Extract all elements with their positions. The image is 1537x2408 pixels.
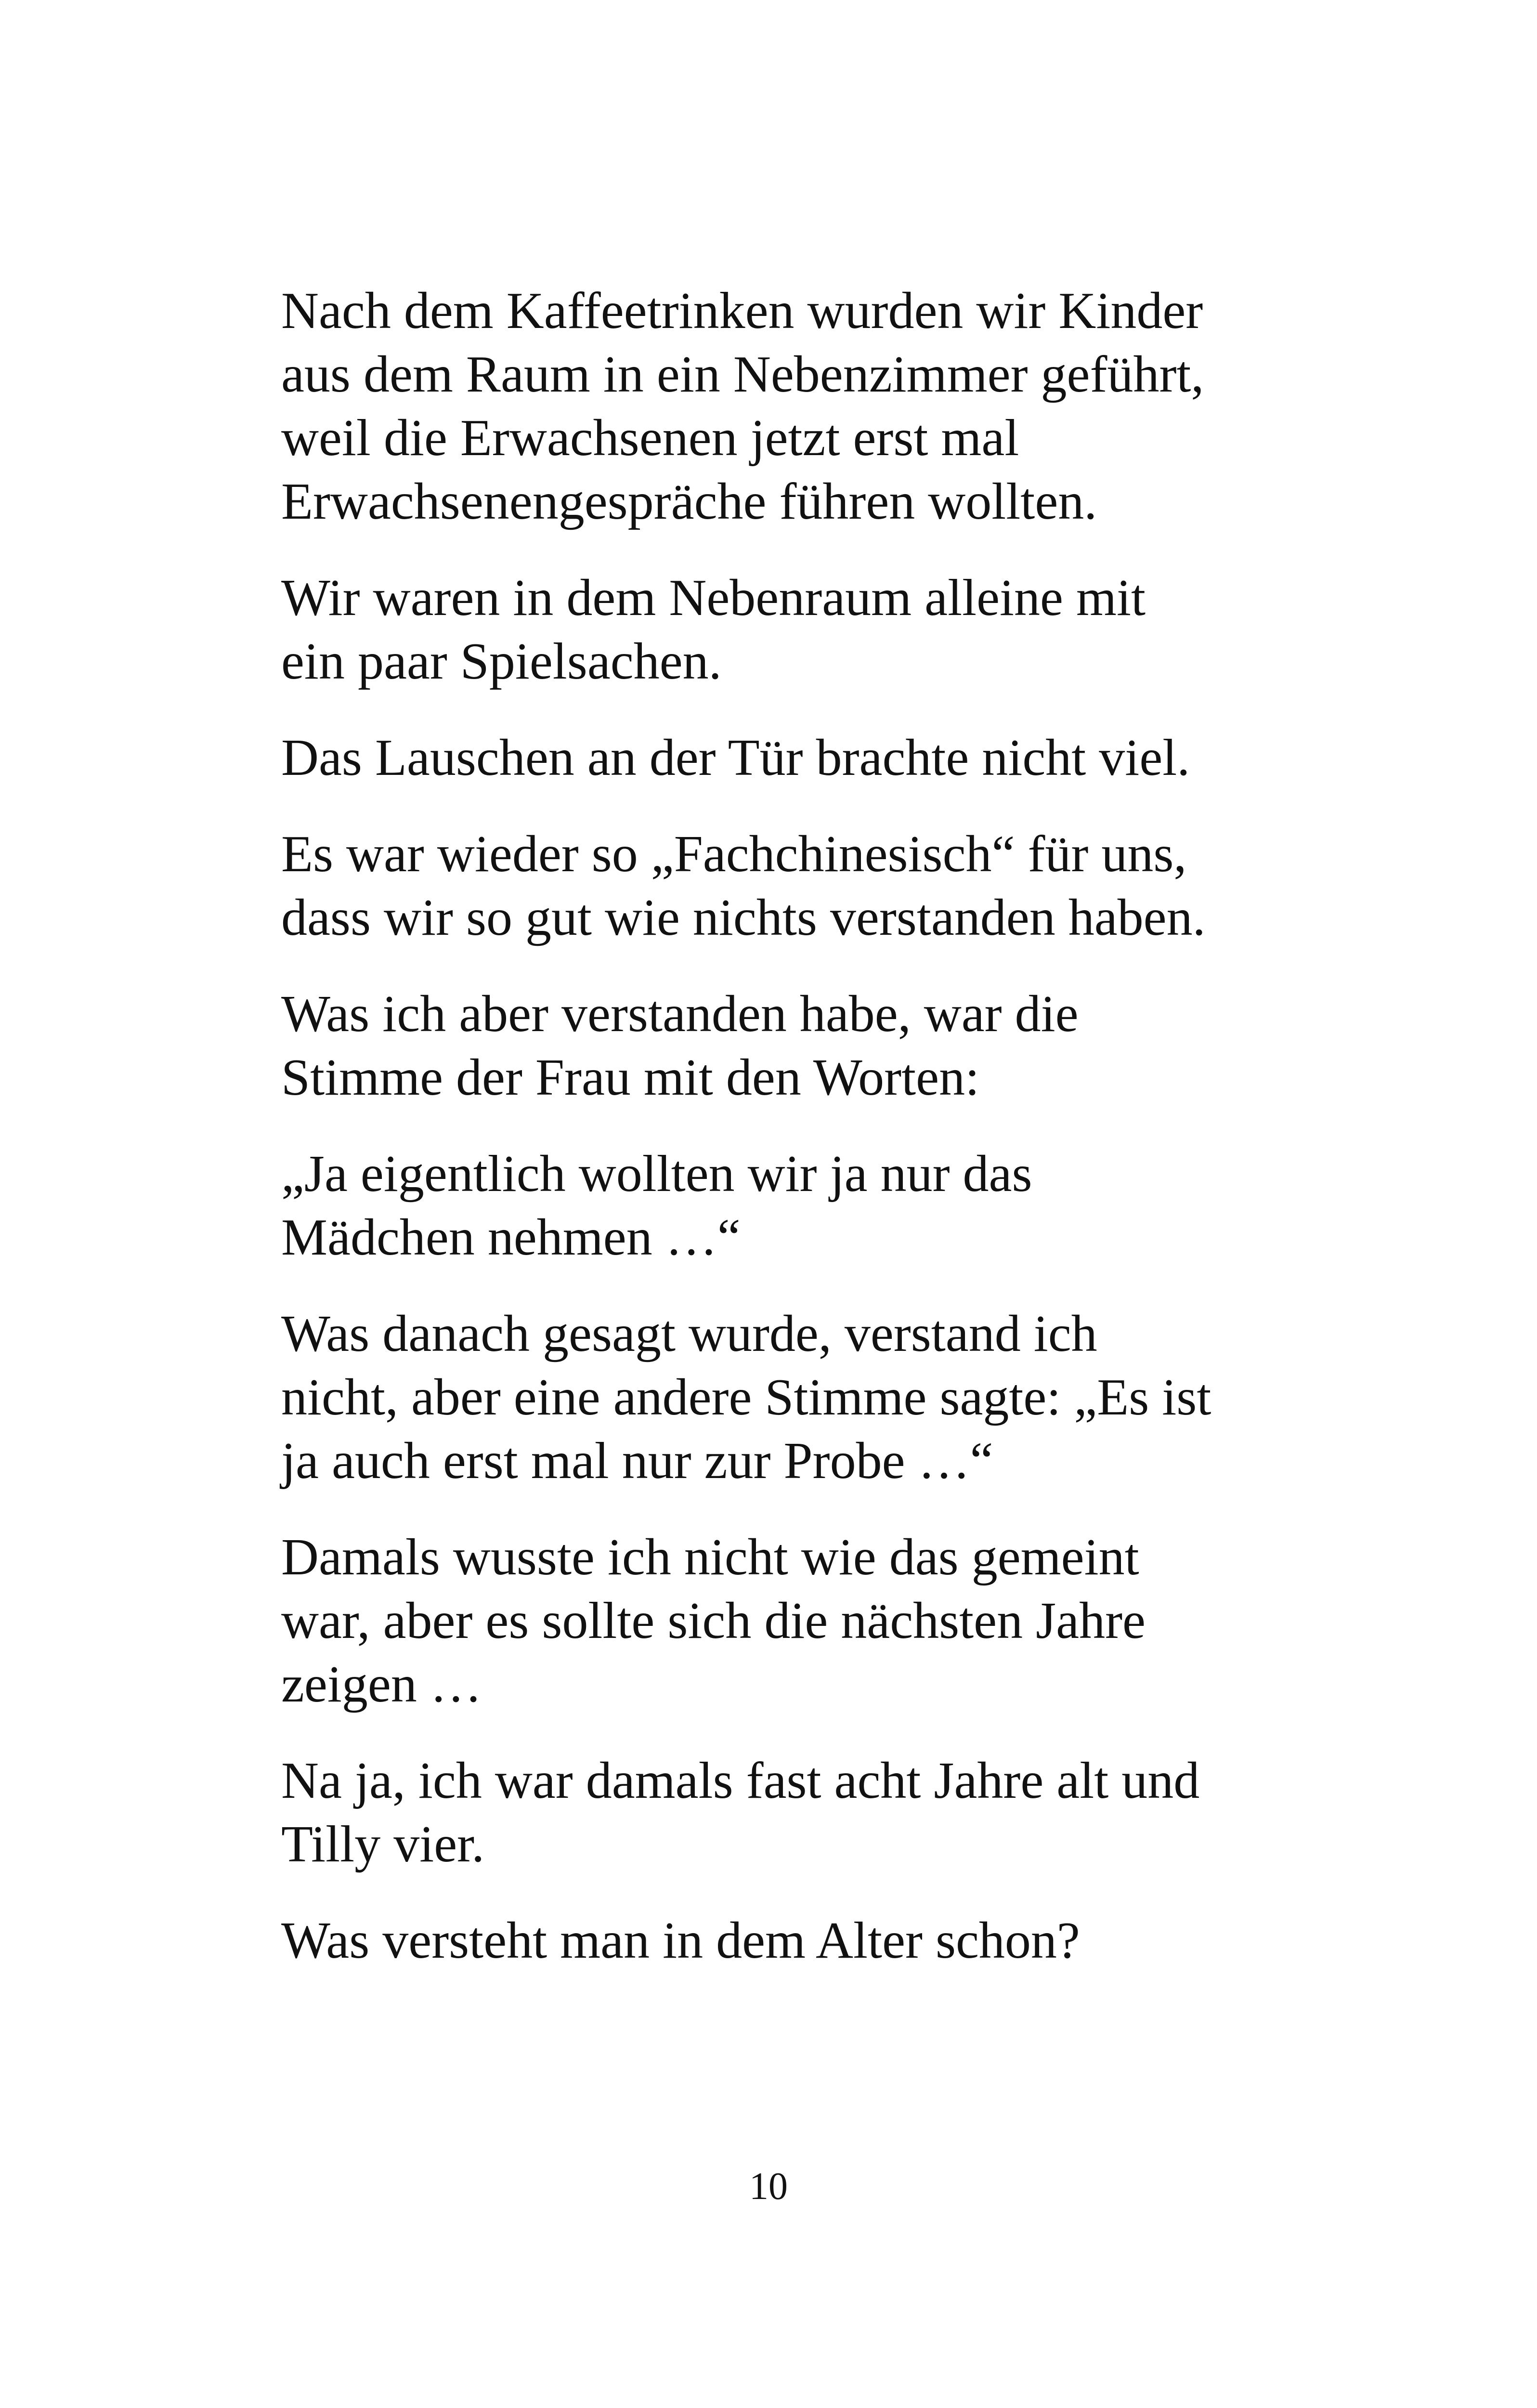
paragraph bbox=[281, 1302, 1292, 1493]
text-line: Mädchen nehmen …“ bbox=[281, 1209, 741, 1266]
paragraph bbox=[281, 566, 1292, 694]
text-line: Damals wusste ich nicht wie das gemeint bbox=[281, 1529, 1139, 1586]
paragraph bbox=[281, 279, 1292, 534]
text-line: Was ich aber verstanden habe, war die bbox=[281, 985, 1079, 1043]
text-line: Na ja, ich war damals fast acht Jahre alt und bbox=[281, 1752, 1200, 1809]
paragraph bbox=[281, 1526, 1292, 1716]
text-line: „Ja eigentlich wollten wir ja nur das bbox=[281, 1145, 1032, 1203]
text-line: Wir waren in dem Nebenraum alleine mit bbox=[281, 569, 1146, 627]
paragraph bbox=[281, 726, 1292, 790]
paragraph bbox=[281, 1142, 1292, 1269]
text-line: Das Lauschen an der Tür brachte nicht viel. bbox=[281, 729, 1190, 786]
text-line: ein paar Spielsachen. bbox=[281, 633, 722, 690]
text-line: Erwachsenengespräche führen wollten. bbox=[281, 473, 1097, 530]
text-line: ja auch erst mal nur zur Probe …“ bbox=[281, 1432, 993, 1490]
page-number: 10 bbox=[749, 2165, 788, 2208]
text-line: Es war wieder so „Fachchinesisch“ für uns, bbox=[281, 825, 1187, 883]
text-line: Tilly vier. bbox=[281, 1816, 485, 1873]
text-line: weil die Erwachsenen jetzt erst mal bbox=[281, 409, 1019, 467]
text-line: war, aber es sollte sich die nächsten Jahre bbox=[281, 1592, 1146, 1649]
text-line: Stimme der Frau mit den Worten: bbox=[281, 1049, 980, 1106]
text-line: nicht, aber eine andere Stimme sagte: „Es ist bbox=[281, 1369, 1211, 1426]
paragraph bbox=[281, 823, 1292, 950]
text-line: dass wir so gut wie nichts verstanden haben. bbox=[281, 889, 1206, 946]
text-line: Nach dem Kaffeetrinken wurden wir Kinder bbox=[281, 282, 1203, 340]
paragraph bbox=[281, 1749, 1292, 1876]
paragraph bbox=[281, 1909, 1292, 1973]
text-line: zeigen … bbox=[281, 1656, 482, 1713]
body-text bbox=[281, 279, 1292, 2005]
paragraph bbox=[281, 982, 1292, 1110]
text-line: Was danach gesagt wurde, verstand ich bbox=[281, 1305, 1097, 1362]
text-line: Was versteht man in dem Alter schon? bbox=[281, 1912, 1080, 1969]
text-line: aus dem Raum in ein Nebenzimmer geführt, bbox=[281, 346, 1204, 403]
